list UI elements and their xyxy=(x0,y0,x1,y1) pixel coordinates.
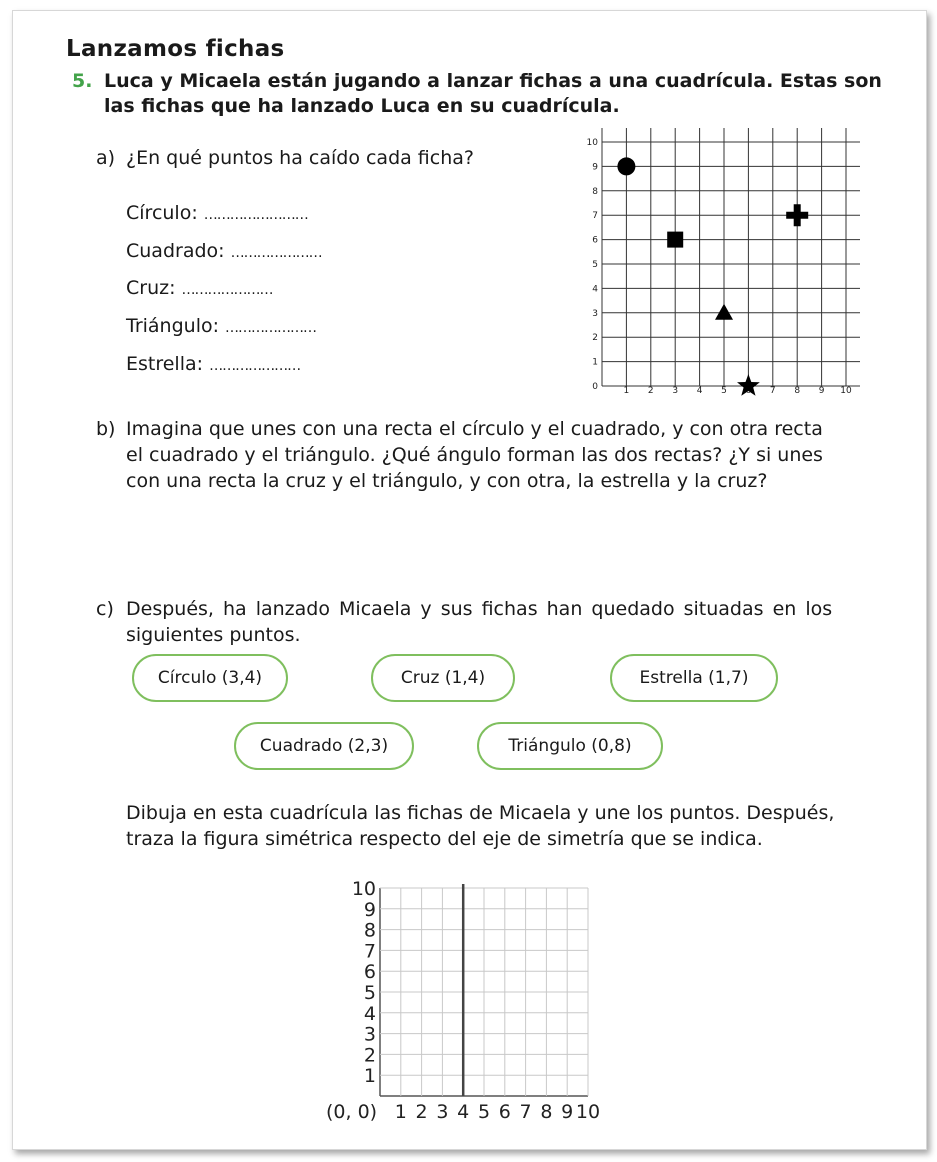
answer-blank[interactable]: ………………… xyxy=(181,282,273,298)
y-tick-label: 5 xyxy=(592,260,598,270)
x-tick-label: 5 xyxy=(721,386,727,396)
x-tick-label: 8 xyxy=(540,1101,553,1123)
x-tick-label: 10 xyxy=(840,386,852,396)
answer-cross xyxy=(126,277,273,299)
x-tick-label: 1 xyxy=(623,386,630,396)
micaela-grid-lines xyxy=(380,888,588,1096)
pill-triangle: Triángulo (0,8) xyxy=(477,722,663,770)
answer-blank[interactable]: …………………… xyxy=(203,207,308,223)
answer-circle xyxy=(126,202,308,224)
question-line-1: Luca y Micaela están jugando a lanzar fichas a una cuadrícula. Estas son xyxy=(104,70,882,92)
pill-square: Cuadrado (2,3) xyxy=(234,722,414,770)
luca-grid-x-ticks xyxy=(624,386,852,396)
y-tick-label: 1 xyxy=(592,357,598,368)
part-a-text: ¿En qué puntos ha caído cada ficha? xyxy=(126,147,474,169)
x-tick-label: 7 xyxy=(769,386,776,396)
question-number: 5. xyxy=(72,70,93,92)
instruction-line-1: Dibuja en esta cuadrícula las fichas de Micaela y une los puntos. Después, xyxy=(126,802,835,824)
part-c-line-2: siguientes puntos. xyxy=(126,624,301,646)
x-tick-label: 7 xyxy=(519,1101,532,1123)
y-tick-label: 1 xyxy=(363,1065,376,1088)
part-b-line-3: con una recta la cruz y el triángulo, y con otra, la estrella y la cruz? xyxy=(126,470,768,492)
answer-label: Círculo: xyxy=(126,202,198,224)
y-tick-label: 7 xyxy=(592,211,598,222)
y-tick-label: 7 xyxy=(363,940,376,963)
answer-label: Cuadrado: xyxy=(126,240,225,262)
part-c-label: c) xyxy=(96,598,114,620)
y-tick-label: 4 xyxy=(592,284,598,295)
x-tick-label: 8 xyxy=(794,386,801,396)
x-tick-label: 2 xyxy=(647,386,654,396)
luca-grid-lines xyxy=(602,128,860,386)
answer-blank[interactable]: ………………… xyxy=(225,320,317,336)
y-tick-label: 8 xyxy=(363,919,376,942)
y-tick-label: 2 xyxy=(592,333,598,344)
x-tick-label: 3 xyxy=(436,1101,449,1123)
cross-piece xyxy=(786,204,808,226)
y-tick-label: 3 xyxy=(363,1023,376,1046)
y-tick-label: 6 xyxy=(592,235,598,246)
answer-label: Cruz: xyxy=(126,277,176,299)
y-tick-label: 2 xyxy=(363,1044,376,1067)
x-tick-label: 9 xyxy=(818,386,825,396)
luca-grid-pieces xyxy=(617,157,808,395)
micaela-grid[interactable] xyxy=(320,876,610,1128)
part-b-line-2: el cuadrado y el triángulo. ¿Qué ángulo forman las dos rectas? ¿Y si unes xyxy=(126,444,823,466)
question-line-2: las fichas que ha lanzado Luca en su cuadrícula. xyxy=(104,95,620,117)
part-b-label: b) xyxy=(96,418,116,440)
instruction-line-2: traza la figura simétrica respecto del eje de simetría que se indica. xyxy=(126,828,763,850)
answer-blank[interactable]: ………………… xyxy=(230,245,322,261)
luca-grid xyxy=(580,128,860,400)
origin-label: (0, 0) xyxy=(326,1101,378,1123)
y-tick-label: 10 xyxy=(351,878,376,900)
circle-piece xyxy=(617,157,635,175)
micaela-grid-y-ticks xyxy=(352,878,376,1087)
pill-cross: Cruz (1,4) xyxy=(371,654,515,702)
x-tick-label: 10 xyxy=(575,1101,601,1123)
x-tick-label: 3 xyxy=(672,386,679,396)
answer-star xyxy=(126,353,300,375)
y-tick-label: 10 xyxy=(586,138,598,148)
x-tick-label: 5 xyxy=(477,1101,491,1123)
x-tick-label: 9 xyxy=(561,1101,574,1123)
y-tick-label: 4 xyxy=(363,1002,376,1025)
micaela-grid-x-ticks xyxy=(395,1101,600,1123)
y-tick-label: 3 xyxy=(592,308,598,319)
answer-triangle xyxy=(126,315,316,337)
part-a-label: a) xyxy=(96,147,116,169)
pill-circle: Círculo (3,4) xyxy=(132,654,288,702)
x-tick-label: 6 xyxy=(498,1101,511,1123)
x-tick-label: 1 xyxy=(394,1101,407,1123)
luca-grid-y-ticks xyxy=(587,138,599,392)
x-tick-label: 2 xyxy=(415,1101,428,1123)
answer-label: Triángulo: xyxy=(126,315,219,337)
square-piece xyxy=(667,232,683,248)
part-b-line-1: Imagina que unes con una recta el círculo y el cuadrado, y con otra recta xyxy=(126,418,823,440)
y-tick-label: 8 xyxy=(592,186,598,197)
y-tick-label: 5 xyxy=(363,982,376,1004)
answer-blank[interactable]: ………………… xyxy=(209,358,301,374)
triangle-piece xyxy=(715,304,733,320)
x-tick-label: 4 xyxy=(696,386,703,396)
y-tick-label: 6 xyxy=(363,961,376,984)
y-tick-label: 9 xyxy=(592,162,598,173)
pill-star: Estrella (1,7) xyxy=(610,654,778,702)
part-c-line-1: Después, ha lanzado Micaela y sus fichas han quedado situadas en los xyxy=(126,598,833,620)
worksheet-title: Lanzamos fichas xyxy=(66,36,285,62)
x-tick-label: 4 xyxy=(457,1101,470,1123)
y-tick-label: 9 xyxy=(363,898,376,921)
answer-label: Estrella: xyxy=(126,353,204,375)
answer-square xyxy=(126,240,322,262)
y-tick-label: 0 xyxy=(592,382,598,392)
